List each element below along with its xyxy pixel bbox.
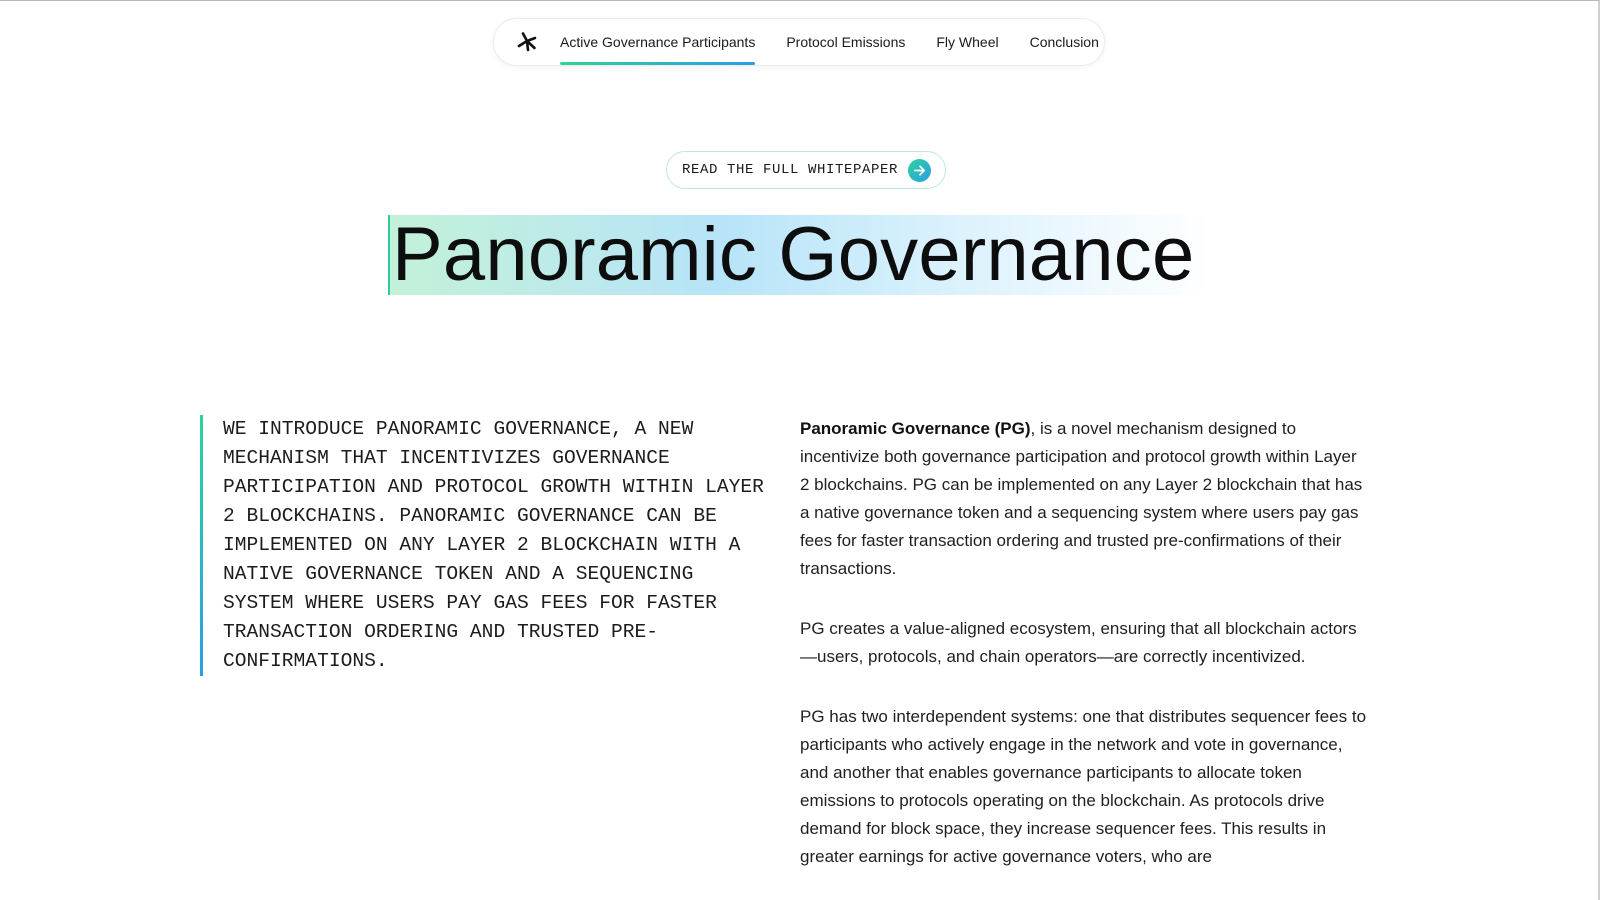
nav-item-protocol-emissions[interactable] (786, 19, 905, 65)
tri-blade-logo-icon[interactable] (514, 29, 540, 55)
body-text (800, 415, 1370, 900)
paragraph-systems: PG has two interdependent systems: one that distributes sequencer fees to participants who actively engage in the network and vote in governance, and another that enables governance participants to allocate token emissions to protocols operating on the blockchain. As protocols drive demand for block space, they increase sequencer fees. This results in greater earnings for active governance voters, who are (800, 707, 1367, 866)
title-highlight (388, 212, 1212, 297)
nav-item-label: Protocol Emissions (786, 34, 906, 50)
nav-item-fly-wheel[interactable] (936, 19, 998, 65)
read-whitepaper-label: READ THE FULL WHITEPAPER (682, 162, 899, 178)
nav-item-label: Active Governance Participants (560, 34, 756, 50)
abstract-text: WE INTRODUCE PANORAMIC GOVERNANCE, A NEW MECHANISM THAT INCENTIVIZES GOVERNANCE PARTICIPATION AND PROTOCOL GROWTH WITHIN LAYER 2 BLOCKCHAINS. PANORAMIC GOVERNANCE CAN BE IMPLEMENTED ON ANY LAYER 2 BLOCKCHAIN WITH A NATIVE GOVERNANCE TOKEN AND A SEQUENCING SYSTEM WHERE USERS PAY GAS FEES FOR FASTER TRANSACTION ORDERING AND TRUSTED PRE-CONFIRMATIONS. (223, 418, 764, 672)
read-whitepaper-button[interactable] (666, 151, 946, 189)
paragraph-intro-text: , is a novel mechanism designed to incentivize both governance participation and protocol growth within Layer 2 blockchains. PG can be implemented on any Layer 2 blockchain that has a native governance token and a sequencing system where users pay gas fees for faster transaction ordering and trusted pre-confirmations of their transactions. (800, 419, 1363, 578)
nav-item-label: Fly Wheel (936, 34, 999, 50)
nav-item-active-governance-participants[interactable] (560, 19, 755, 65)
nav-item-conclusion[interactable] (1030, 19, 1099, 65)
paragraph-intro (800, 415, 1370, 583)
top-nav (493, 18, 1105, 66)
pg-term: Panoramic Governance (PG) (800, 419, 1031, 438)
paragraph-ecosystem: PG creates a value-aligned ecosystem, ensuring that all blockchain actors—users, protocols, and chain operators—are correctly incentivized. (800, 619, 1357, 666)
abstract-quote (200, 415, 772, 676)
page-title: Panoramic Governance (392, 212, 1195, 297)
nav-item-label: Conclusion (1029, 34, 1099, 50)
arrow-right-icon (908, 159, 931, 182)
